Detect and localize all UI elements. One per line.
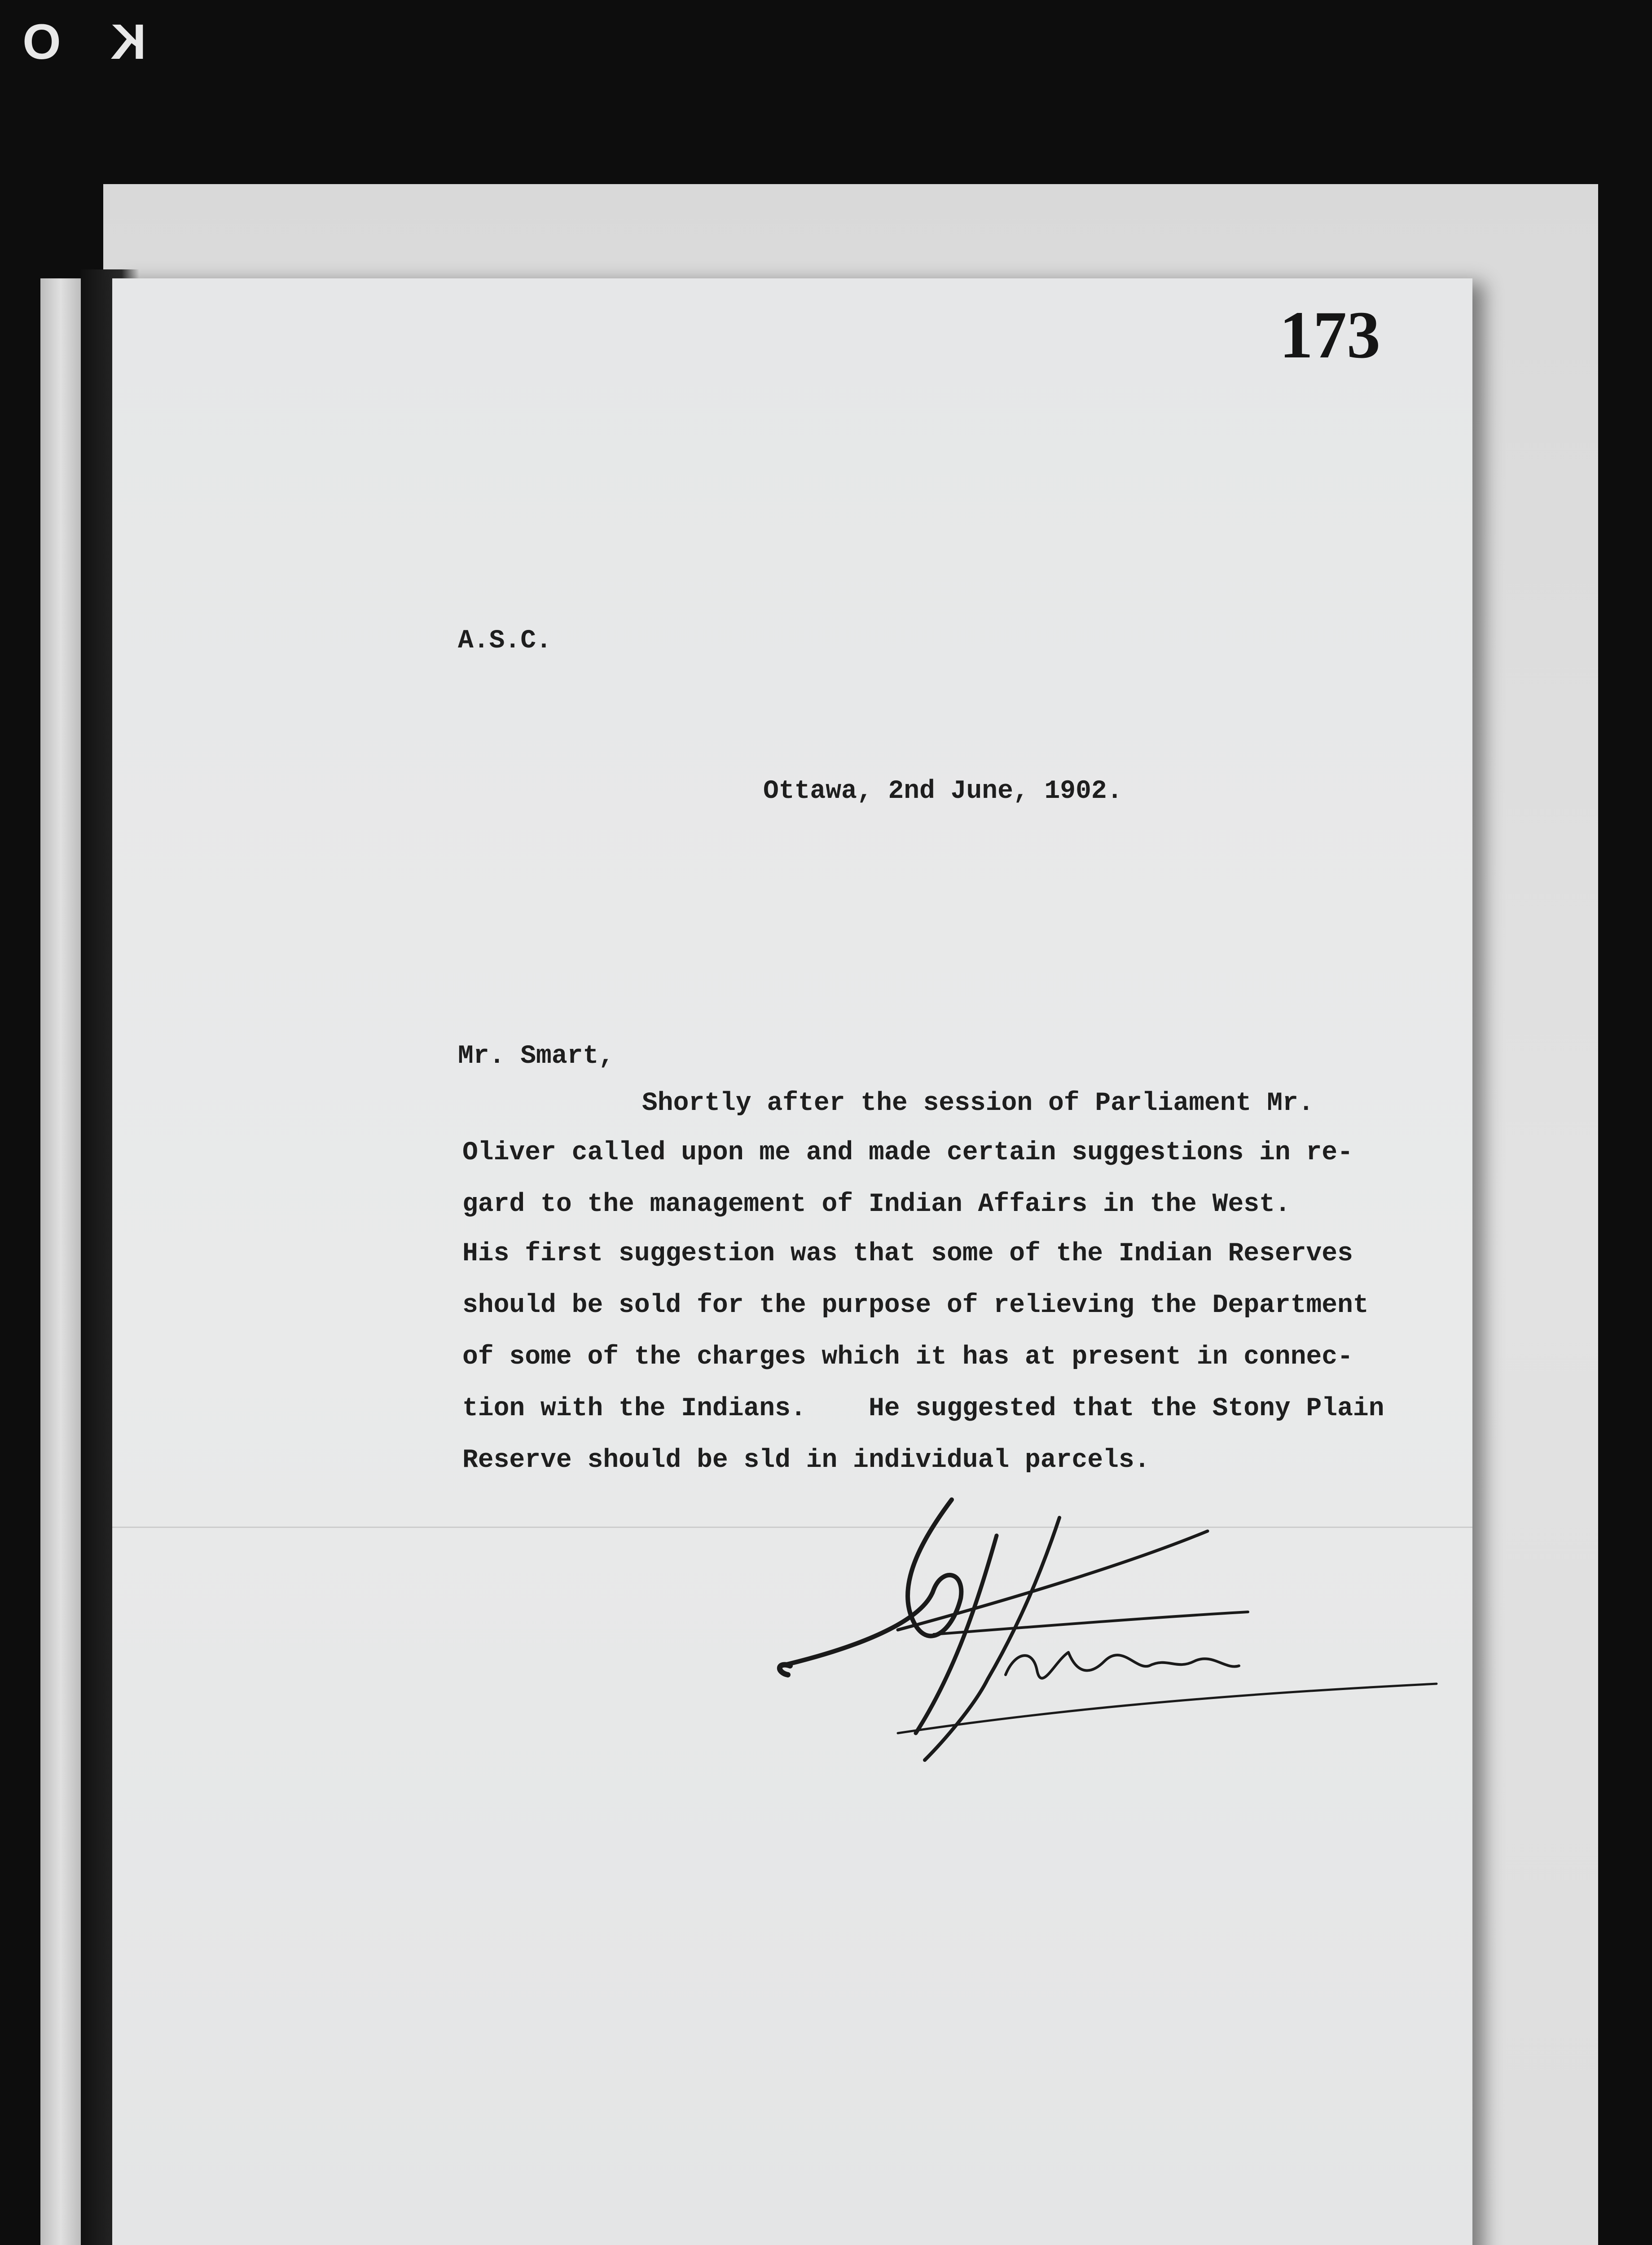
body-line: should be sold for the purpose of relieving the Department <box>462 1291 1369 1320</box>
body-line: of some of the charges which it has at present in connec- <box>462 1343 1353 1372</box>
frame-corner-mark: K O <box>4 14 146 70</box>
body-line: Reserve should be sld in individual parcels. <box>462 1446 1150 1475</box>
body-line: Oliver called upon me and made certain suggestions in re- <box>462 1138 1353 1167</box>
dateline: Ottawa, 2nd June, 1902. <box>763 777 1123 806</box>
body-line: tion with the Indians. He suggested that the Stony Plain <box>462 1394 1384 1423</box>
handwritten-signature <box>763 1482 1481 1841</box>
initials: A.S.C. <box>458 626 552 656</box>
folio-number: 173 <box>1279 298 1380 372</box>
body-line: His first suggestion was that some of the Indian Reserves <box>462 1239 1353 1268</box>
signature-text: Clifford Sifton <box>1167 1828 1199 1833</box>
body-line: Shortly after the session of Parliament Mr. <box>642 1089 1314 1118</box>
salutation: Mr. Smart, <box>458 1042 615 1071</box>
binding-strip <box>40 278 81 2245</box>
body-line: gard to the management of Indian Affairs in the West. <box>462 1190 1291 1219</box>
